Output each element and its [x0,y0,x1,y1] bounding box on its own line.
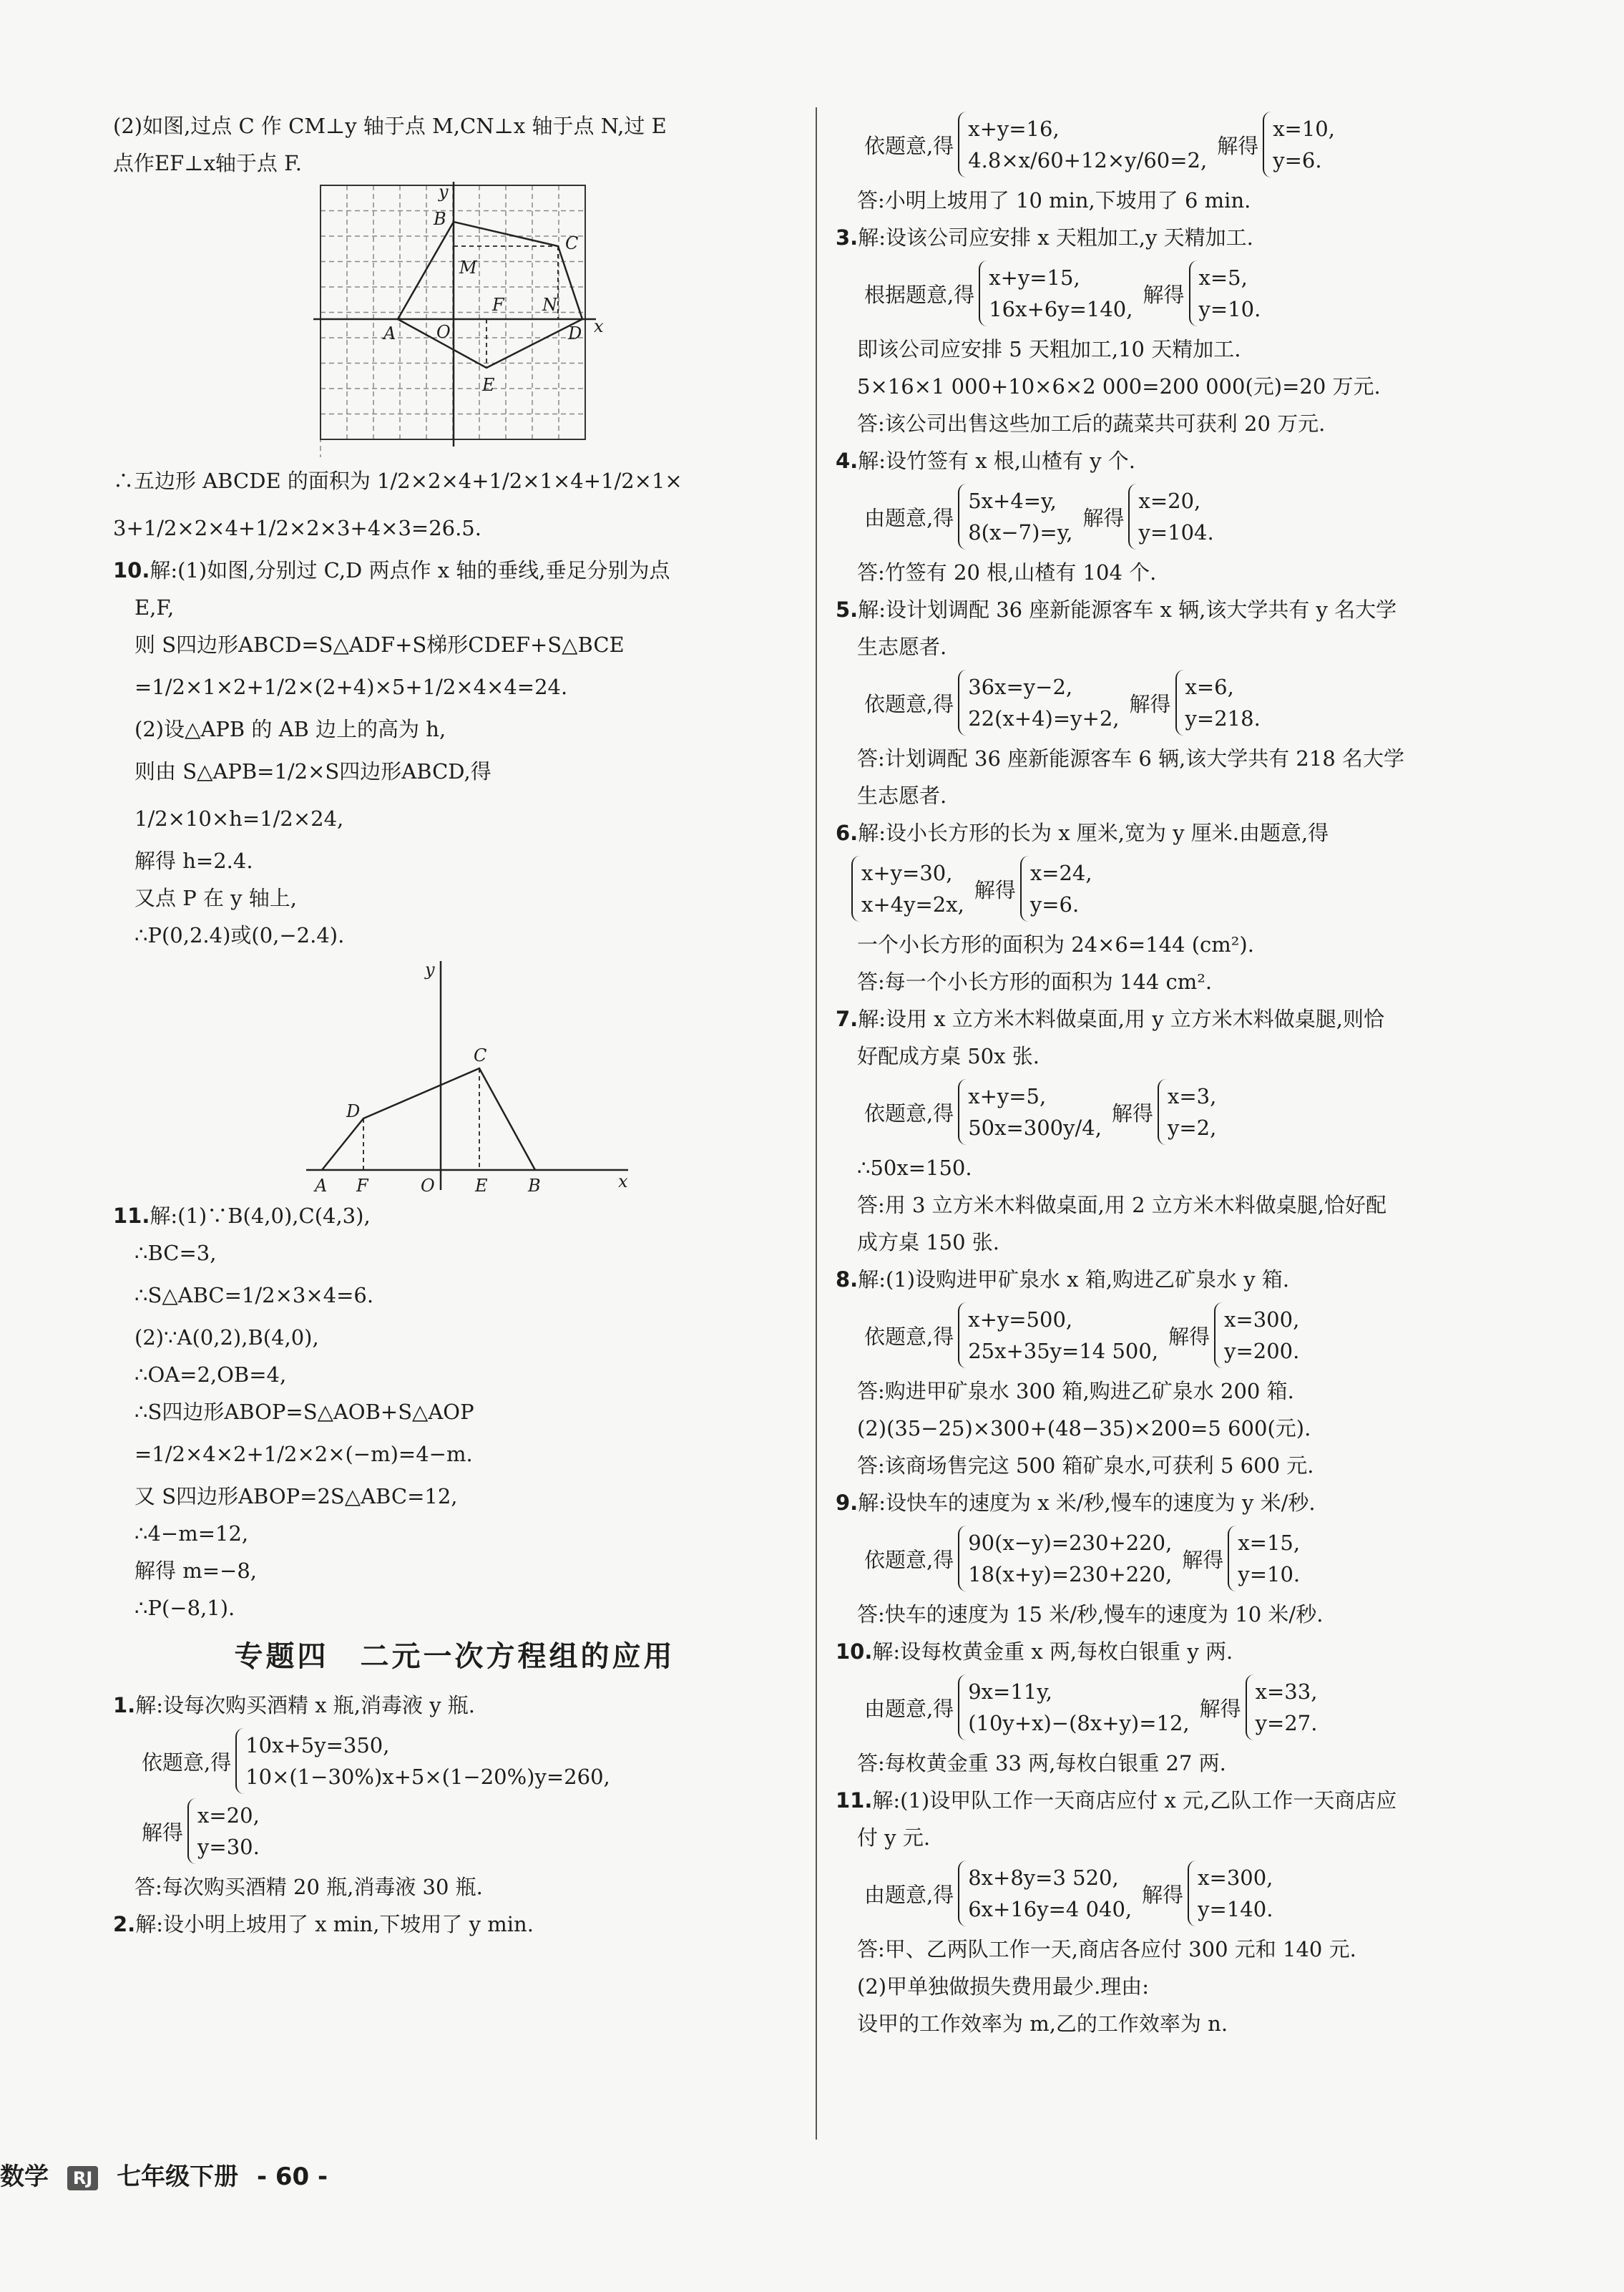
solution-brace [1214,1302,1299,1368]
solution-label: 解得 [1129,691,1171,716]
system-brace [958,1674,1189,1740]
solution-x: x=300, [1224,1307,1300,1332]
text-line: 解:设小长方形的长为 x 厘米,宽为 y 厘米.由题意,得 [858,821,1329,845]
system-brace [979,260,1133,326]
equation-system [836,1302,1526,1368]
equation-1: x+y=500, [968,1307,1073,1332]
answer-line: 答:每一个小长方形的面积为 144 cm². [857,970,1213,994]
fig2-label-a: A [315,1176,328,1196]
problem-4 [836,442,1526,479]
problem-10 [836,1633,1526,1670]
text-line: 5×16×1 000+10×6×2 000=200 000(元)=20 万元. [857,374,1381,399]
equation-system [836,1861,1526,1926]
text-line: (2)设△APB 的 AB 边上的高为 h, [134,717,446,741]
solution-y: y=200. [1224,1339,1300,1363]
equation-2: 10×(1−30%)x+5×(1−20%)y=260, [245,1765,610,1789]
solution-brace [1158,1079,1216,1145]
solution-y: y=6. [1029,892,1080,917]
solution-brace [1020,856,1092,922]
text-line: 解得 m=−8, [134,1559,257,1583]
text-line: E,F, [134,595,175,620]
text-line: 解得 h=2.4. [134,849,253,873]
text-line: 解:(1)∵B(4,0),C(4,3), [150,1204,371,1228]
problem-7 [836,1000,1526,1038]
equation-1: x+y=16, [968,117,1060,141]
system-label: 依题意,得 [864,1547,954,1572]
text-line: ∴BC=3, [134,1241,217,1265]
solution-label: 解得 [1168,1324,1210,1349]
equation-1: 36x=y−2, [968,675,1073,699]
solution-x: x=3, [1167,1084,1217,1108]
text-line: 解:(1)设购进甲矿泉水 x 箱,购进乙矿泉水 y 箱. [858,1267,1290,1292]
equation-2: 18(x+y)=230+220, [968,1562,1173,1586]
equation-1: 8x+8y=3 520, [968,1866,1119,1890]
problem-8 [836,1261,1526,1298]
question-number: 1. [113,1693,136,1717]
footer-page-number: - 60 - [256,2162,328,2191]
question-number: 2. [113,1912,136,1936]
system-label: 依题意,得 [864,133,954,158]
solution-x: x=5, [1198,265,1248,290]
text-line: ∴P(0,2.4)或(0,−2.4). [134,923,345,947]
answer-line: 生志愿者. [857,784,947,808]
system-label: 由题意,得 [864,505,954,530]
solution-x: x=33, [1255,1679,1318,1704]
answer-line: 答:每枚黄金重 33 两,每枚白银重 27 两. [857,1751,1226,1775]
fig2-label-x: x [618,1171,628,1191]
fig2-label-e: E [475,1176,488,1196]
fig1-label-c: C [565,233,579,253]
text-line: ∴S四边形ABOP=S△AOB+S△AOP [134,1400,474,1424]
footer-grade: 七年级下册 [117,2162,239,2191]
problem-6 [836,814,1526,852]
solution-y: y=10. [1198,297,1261,321]
text-line: ∴50x=150. [857,1156,972,1180]
equation-2: 8(x−7)=y, [968,520,1073,545]
system-brace [851,856,964,922]
answer-line: 答:该商场售完这 500 箱矿泉水,可获利 5 600 元. [857,1453,1314,1478]
text-line: 解:设每枚黄金重 x 两,每枚白银重 y 两. [872,1639,1233,1664]
quadrilateral-figure [113,954,796,1197]
solution-label: 解得 [142,1820,184,1845]
answer-line: 答:用 3 立方米木料做桌面,用 2 立方米木料做桌腿,恰好配 [857,1193,1386,1217]
solution-label: 解得 [1217,133,1259,158]
question-number: 11. [113,1204,150,1228]
equation-1: 9x=11y, [968,1679,1052,1704]
text-line: 解:设该公司应安排 x 天粗加工,y 天精加工. [858,225,1253,250]
answer-line: 答:该公司出售这些加工后的蔬菜共可获利 20 万元. [857,411,1326,436]
solution-brace [1128,484,1213,550]
text-line: 则由 S△APB=1/2×S四边形ABCD,得 [134,759,491,784]
question-10 [113,552,796,589]
fig1-label-f: F [492,295,504,315]
system-brace [958,1079,1102,1145]
text-line: ∴五边形 ABCDE 的面积为 1/2×2×4+1/2×1×4+1/2×1× [113,469,683,493]
solution-x: x=20, [1138,489,1201,513]
system-brace [958,1302,1158,1368]
question-number: 8. [836,1267,859,1292]
system-label: 依题意,得 [864,691,954,716]
fig2-label-f: F [356,1176,368,1196]
answer-line: 答:小明上坡用了 10 min,下坡用了 6 min. [857,188,1251,213]
equation-2: 4.8×x/60+12×y/60=2, [968,148,1208,172]
answer-line: 答:竹签有 20 根,山楂有 104 个. [857,560,1157,585]
solution-brace [187,1798,260,1864]
equation-2: 50x=300y/4, [968,1116,1102,1140]
text-line: 即该公司应安排 5 天粗加工,10 天精加工. [857,337,1241,361]
fig1-label-n: N [542,295,557,315]
solution-label: 解得 [1143,282,1185,307]
solution-y: y=10. [1238,1562,1301,1586]
solution-label: 解得 [974,877,1016,902]
solution-brace [1188,1861,1273,1926]
equation-2: 22(x+4)=y+2, [968,706,1120,731]
solution-label: 解得 [1111,1101,1153,1126]
text-line: (2)如图,过点 C 作 CM⊥y 轴于点 M,CN⊥x 轴于点 N,过 E [113,114,667,138]
equation-system [836,260,1526,326]
fig1-label-a: A [383,323,396,343]
text-line: 解:设每次购买酒精 x 瓶,消毒液 y 瓶. [135,1693,476,1717]
equation-system [836,112,1526,177]
problem-3 [836,219,1526,256]
answer-line: 答:快车的速度为 15 米/秒,慢车的速度为 10 米/秒. [857,1602,1324,1627]
system-brace [958,1526,1172,1591]
system-brace [958,670,1119,736]
question-number: 9. [836,1491,859,1515]
equation-1: x+y=15, [989,265,1080,290]
solution-y: y=2, [1167,1116,1217,1140]
problem-11 [836,1782,1526,1819]
pentagon-grid-svg [113,182,796,457]
text-line: 解:设竹签有 x 根,山楂有 y 个. [858,449,1136,473]
solution-x: x=24, [1029,861,1092,885]
text-line: (2)(35−25)×300+(48−35)×200=5 600(元). [857,1416,1311,1440]
equation-system [836,1079,1526,1145]
solution-label: 解得 [1082,505,1125,530]
text-line: 解:设小明上坡用了 x min,下坡用了 y min. [135,1912,534,1936]
solution-x: x=6, [1185,675,1234,699]
system-brace [958,484,1072,550]
question-number: 11. [836,1788,873,1813]
equation-system [836,670,1526,736]
text-line: 1/2×10×h=1/2×24, [134,806,344,831]
text-line: 解:设快车的速度为 x 米/秒,慢车的速度为 y 米/秒. [858,1491,1316,1515]
solution-x: x=10, [1273,117,1335,141]
text-line: 生志愿者. [857,635,947,659]
equation-1: x+y=5, [968,1084,1047,1108]
text-line: 解:(1)如图,分别过 C,D 两点作 x 轴的垂线,垂足分别为点 [150,558,670,582]
equation-1: 10x+5y=350, [245,1733,390,1757]
footer-badge: RJ [67,2166,98,2190]
system-label: 由题意,得 [864,1882,954,1907]
text-line: 又点 P 在 y 轴上, [134,886,297,910]
left-column [113,107,796,1943]
solution-label: 解得 [1199,1696,1241,1721]
text-line: 解:设计划调配 36 座新能源客车 x 辆,该大学共有 y 名大学 [858,598,1397,622]
solution-x: x=15, [1238,1531,1301,1555]
answer-line: 成方桌 150 张. [857,1230,1000,1254]
equation-system [836,856,1526,922]
equation-2: x+4y=2x, [861,892,964,917]
answer-line: 答:甲、乙两队工作一天,商店各应付 300 元和 140 元. [857,1937,1356,1961]
answer-line: 答:计划调配 36 座新能源客车 6 辆,该大学共有 218 名大学 [857,746,1405,771]
text-line: ∴P(−8,1). [134,1596,235,1620]
page-footer [0,2155,338,2198]
solution-brace [1189,260,1261,326]
right-column [836,107,1526,2042]
answer-line: 答:每次购买酒精 20 瓶,消毒液 30 瓶. [134,1875,483,1899]
equation-1: 90(x−y)=230+220, [968,1531,1173,1555]
text-line: 一个小长方形的面积为 24×6=144 (cm²). [857,932,1254,957]
system-brace [958,1861,1132,1926]
text-line: 解:设用 x 立方米木料做桌面,用 y 立方米木料做桌腿,则恰 [858,1007,1385,1031]
text-line: 3+1/2×2×4+1/2×2×3+4×3=26.5. [113,516,481,540]
text-line: 设甲的工作效率为 m,乙的工作效率为 n. [857,2011,1228,2036]
text-line: 点作EF⊥x轴于点 F. [113,151,302,175]
solution-y: y=30. [197,1835,260,1859]
fig2-label-c: C [474,1045,487,1065]
question-number: 6. [836,821,859,845]
system-brace [235,1728,610,1794]
problem-2 [113,1906,796,1943]
solution-x: x=300, [1198,1866,1273,1890]
equation-2: 16x+6y=140, [989,297,1133,321]
question-11 [113,1197,796,1234]
question-number: 4. [836,449,859,473]
text-line: =1/2×4×2+1/2×2×(−m)=4−m. [134,1442,473,1466]
equation-1: 5x+4=y, [968,489,1057,513]
system-label: 由题意,得 [864,1696,954,1721]
equation-2: (10y+x)−(8x+y)=12, [968,1711,1190,1735]
solution-y: y=104. [1138,520,1214,545]
problem-5 [836,591,1526,628]
column-divider [816,107,817,2140]
text-line: (2)甲单独做损失费用最少.理由: [857,1974,1150,1999]
question-number: 5. [836,598,859,622]
solution-y: y=6. [1273,148,1322,172]
text-line: 则 S四边形ABCD=S△ADF+S梯形CDEF+S△BCE [134,633,625,657]
equation-system [836,1674,1526,1740]
solution-label: 解得 [1182,1547,1224,1572]
equation-system [113,1728,796,1794]
system-label: 依题意,得 [142,1750,232,1775]
question-number: 10. [836,1639,873,1664]
solution-y: y=27. [1255,1711,1318,1735]
equation-2: 6x+16y=4 040, [968,1897,1133,1921]
system-label: 根据题意,得 [864,282,975,307]
text-line: 付 y 元. [857,1825,931,1850]
fig2-label-y: y [425,960,435,980]
footer-subject: 数学 [0,2162,49,2191]
solution-system [113,1798,796,1864]
text-line: =1/2×1×2+1/2×(2+4)×5+1/2×4×4=24. [134,675,568,699]
fig1-label-m: M [459,258,477,278]
fig1-label-y: y [439,182,449,202]
equation-system [836,1526,1526,1591]
fig1-label-o: O [436,322,451,342]
fig1-label-e: E [482,375,495,395]
text-line: ∴OA=2,OB=4, [134,1362,287,1387]
solution-x: x=20, [197,1803,260,1828]
text-line: 解:(1)设甲队工作一天商店应付 x 元,乙队工作一天商店应 [872,1788,1397,1813]
text-line: 好配成方桌 50x 张. [857,1044,1040,1068]
solution-brace [1228,1526,1300,1591]
fig1-label-b: B [434,209,446,229]
text-line: ∴S△ABC=1/2×3×4=6. [134,1283,374,1307]
equation-2: 25x+35y=14 500, [968,1339,1159,1363]
solution-label: 解得 [1142,1882,1184,1907]
text-line: (2)∵A(0,2),B(4,0), [134,1325,319,1350]
solution-y: y=218. [1185,706,1261,731]
system-brace [958,112,1207,177]
text-line: 又 S四边形ABOP=2S△ABC=12, [134,1484,458,1508]
solution-brace [1175,670,1261,736]
fig2-label-d: D [346,1101,361,1121]
equation-1: x+y=30, [861,861,953,885]
pentagon-figure [113,182,796,457]
solution-y: y=140. [1198,1897,1273,1921]
fig2-label-o: O [421,1176,435,1196]
problem-9 [836,1484,1526,1521]
question-number: 10. [113,558,150,582]
solution-brace [1246,1674,1318,1740]
text-line: ∴4−m=12, [134,1521,249,1546]
equation-system [836,484,1526,550]
question-number: 7. [836,1007,859,1031]
quadrilateral-svg [113,954,796,1197]
question-number: 3. [836,225,859,250]
fig1-label-x: x [594,316,604,336]
answer-line: 答:购进甲矿泉水 300 箱,购进乙矿泉水 200 箱. [857,1379,1294,1403]
system-label: 依题意,得 [864,1324,954,1349]
fig2-label-b: B [528,1176,541,1196]
topic-heading: 专题四 二元一次方程组的应用 [234,1640,675,1673]
problem-1 [113,1687,796,1724]
fig1-label-d: D [568,323,582,343]
system-label: 依题意,得 [864,1101,954,1126]
solution-brace [1263,112,1335,177]
